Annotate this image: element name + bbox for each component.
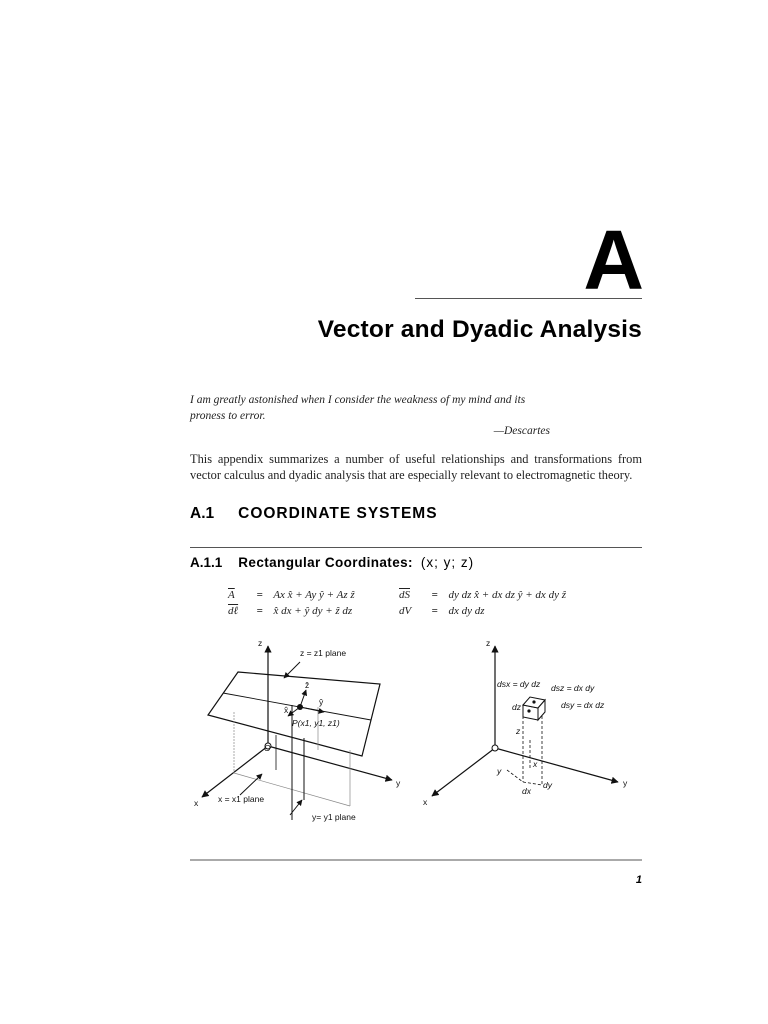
proj-4 (507, 770, 523, 782)
left-y-axis (268, 746, 392, 780)
z-plane-leader (284, 662, 300, 678)
right-figure (432, 646, 618, 796)
epigraph-attribution: —Descartes (493, 425, 550, 437)
equation-lhs: $\overline{dS}$ (399, 589, 410, 601)
dsy-label: dsy = dx dz (561, 700, 605, 710)
y-plane-label: y= y1 plane (312, 812, 356, 822)
right-x-label: x (423, 797, 428, 807)
page-title: Vector and Dyadic Analysis (317, 316, 642, 343)
y-dim-label: y (497, 766, 502, 776)
subsection-title: Rectangular Coordinates: (238, 555, 413, 570)
equation-op: = (256, 589, 263, 601)
z-hat-label: ẑ (305, 680, 310, 690)
dsz-label: dsz = dx dy (551, 683, 595, 693)
right-z-label: z (486, 638, 491, 648)
equation-op: = (431, 589, 438, 601)
chapter-letter: A (583, 213, 644, 307)
dy-label: dy (543, 780, 552, 790)
y-hat-label: ŷ (319, 697, 324, 707)
z-plane-midline (223, 693, 371, 720)
cube-dot-front (527, 709, 530, 712)
x-hat-label: x̂ (284, 705, 289, 715)
cube-dot-top (532, 700, 535, 703)
equation-rhs: x̂ dx + ŷ dy + ẑ dz (273, 605, 353, 617)
equation-op: = (256, 605, 263, 617)
dsx-label: dsx = dy dz (497, 679, 541, 689)
proj-3 (523, 782, 542, 785)
subsection-coords: (x; y; z) (420, 555, 475, 570)
equation-lhs: $\overline{A}$ (228, 589, 235, 601)
subsection-number: A.1.1 (190, 555, 223, 570)
equation-lhs: dV (399, 605, 412, 617)
section-title: COORDINATE SYSTEMS (238, 505, 438, 522)
x-plane-label: x = x1 plane (218, 794, 265, 804)
equation-rhs: dx dy dz (448, 605, 485, 617)
z-dim-label: z (516, 726, 521, 736)
x-dim-label: x (533, 759, 538, 769)
right-x-axis (432, 748, 495, 796)
dz-label: dz (512, 702, 521, 712)
point-label: P(x1, y1, z1) (292, 718, 340, 728)
intro-paragraph: This appendix summarizes a number of useful relationships and transformations from vector calculus and dyadic analysis that are especially relevant to electromagnetic theory. (190, 452, 642, 482)
equation-rhs: dy dz x̂ + dx dz ŷ + dx dy ẑ (448, 589, 566, 601)
left-x-label: x (194, 798, 199, 808)
y-hat-arrow (300, 707, 324, 712)
z-plane-label: z = z1 plane (300, 648, 347, 658)
equation-lhs: dℓ (228, 605, 239, 617)
equation-op: = (431, 605, 438, 617)
left-z-label: z (258, 638, 263, 648)
right-y-label: y (623, 778, 628, 788)
dx-label: dx (522, 786, 531, 796)
right-origin (492, 745, 498, 751)
x-plane-leader (240, 774, 262, 795)
epigraph-quote: I am greatly astonished when I consider the weakness of my mind and its proness to error. (190, 394, 526, 422)
left-origin-label: O (264, 743, 271, 753)
left-x-axis (202, 746, 268, 797)
x-hat-arrow (288, 707, 300, 716)
z-hat-arrow (300, 690, 306, 707)
equation-rhs: Ax x̂ + Ay ŷ + Az ẑ (273, 589, 355, 601)
page-number: 1 (635, 874, 642, 886)
left-y-label: y (396, 778, 401, 788)
right-y-axis (495, 748, 618, 782)
section-number: A.1 (190, 505, 215, 522)
